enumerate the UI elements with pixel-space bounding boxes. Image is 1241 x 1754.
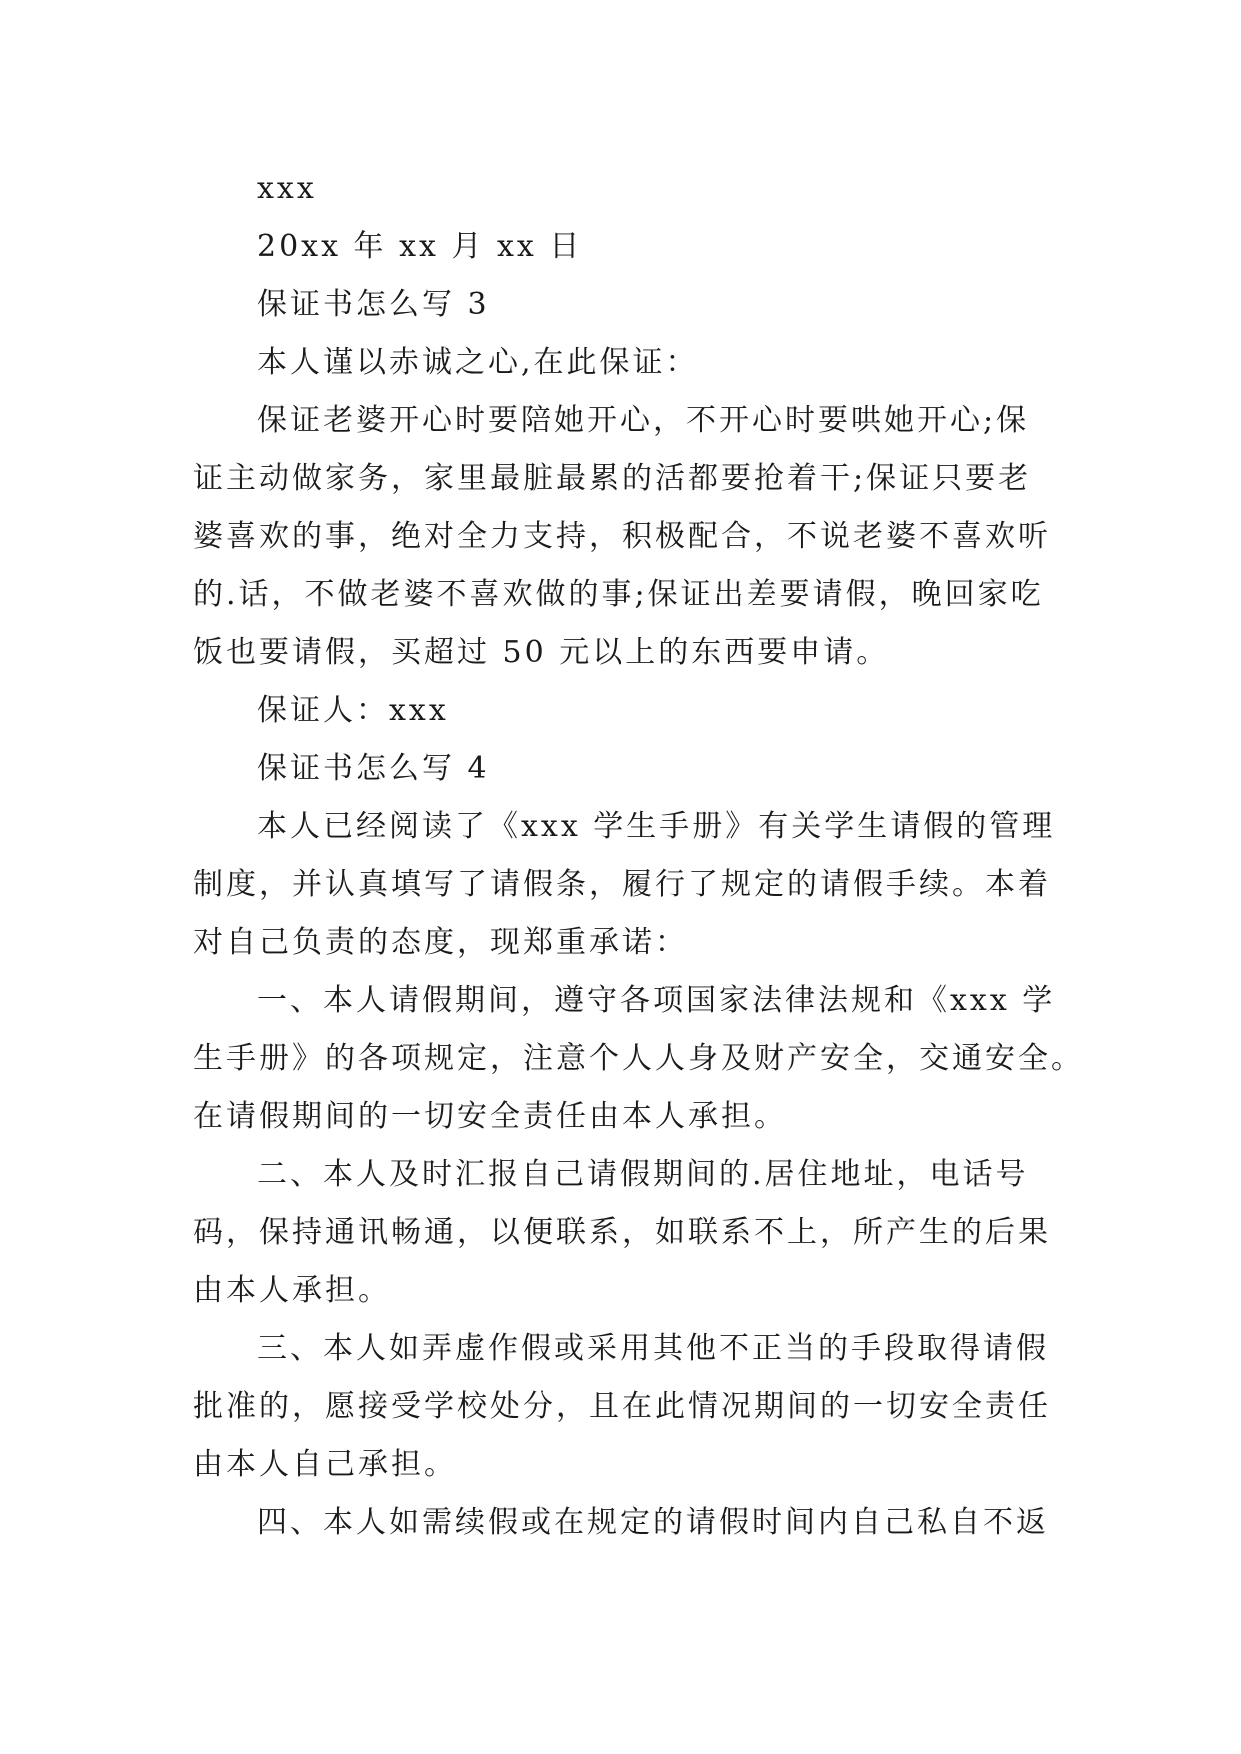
commitment-line: 码，保持通讯畅通，以便联系，如联系不上，所产生的后果	[193, 1215, 1051, 1250]
section-3-body-line: 饭也要请假，买超过 50 元以上的东西要申请。	[193, 635, 890, 670]
section-3-body-line: 证主动做家务，家里最脏最累的活都要抢着干;保证只要老	[193, 461, 1032, 496]
commitment-item-1	[193, 972, 1084, 1146]
section-3-opening: 本人谨以赤诚之心,在此保证：	[257, 345, 699, 380]
signature-date: 20xx 年 xx 月 xx 日	[257, 229, 583, 264]
commitment-line: 生手册》的各项规定，注意个人人身及财产安全，交通安全。	[193, 1041, 1084, 1076]
commitment-line: 三、本人如弄虚作假或采用其他不正当的手段取得请假	[257, 1331, 1049, 1366]
section-3-body-line: 婆喜欢的事，绝对全力支持，积极配合，不说老婆不喜欢听	[193, 519, 1051, 554]
commitment-line: 二、本人及时汇报自己请假期间的.居住地址，电话号	[257, 1157, 1029, 1192]
signature-name: xxx	[257, 171, 317, 206]
commitment-line: 一、本人请假期间，遵守各项国家法律法规和《xxx 学	[257, 983, 1056, 1018]
commitment-item-3	[193, 1320, 1053, 1494]
commitment-line: 由本人承担。	[193, 1273, 391, 1308]
section-3-body-line: 的.话，不做老婆不喜欢做的事;保证出差要请假，晚回家吃	[193, 577, 1044, 612]
section-4-intro	[193, 798, 1056, 972]
section-3-title: 保证书怎么写 3	[257, 287, 490, 322]
section-4-intro-line: 制度，并认真填写了请假条，履行了规定的请假手续。本着	[193, 867, 1051, 902]
commitment-line: 批准的，愿接受学校处分，且在此情况期间的一切安全责任	[193, 1389, 1051, 1424]
section-3-body-line: 保证老婆开心时要陪她开心，不开心时要哄她开心;保	[257, 403, 1030, 438]
section-4-intro-line: 本人已经阅读了《xxx 学生手册》有关学生请假的管理	[257, 809, 1056, 844]
commitment-item-4	[193, 1494, 1053, 1552]
commitment-line: 由本人自己承担。	[193, 1447, 457, 1482]
section-3-body	[193, 392, 1053, 682]
section-3-guarantor: 保证人：xxx	[257, 693, 449, 728]
commitment-line: 在请假期间的一切安全责任由本人承担。	[193, 1099, 787, 1134]
section-4-title: 保证书怎么写 4	[257, 751, 490, 786]
section-4-intro-line: 对自己负责的态度，现郑重承诺：	[193, 925, 688, 960]
commitment-item-2	[193, 1146, 1053, 1320]
commitment-line: 四、本人如需续假或在规定的请假时间内自己私自不返	[257, 1505, 1049, 1540]
document-body	[193, 160, 1084, 1552]
